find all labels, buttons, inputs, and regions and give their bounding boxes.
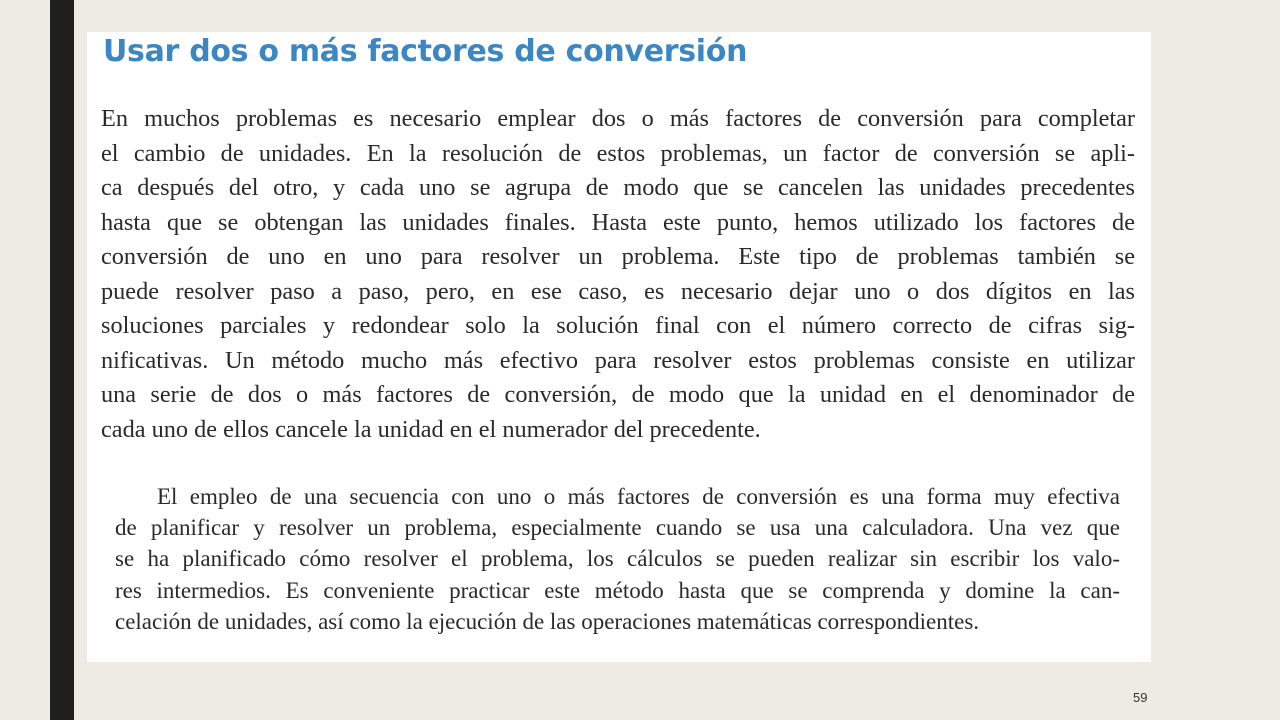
paragraph-2-line: se ha planificado cómo resolver el problema, los cálculos se pueden realizar sin escribir los valo- [115,546,1120,572]
paragraph-1-line: el cambio de unidades. En la resolución de estos problemas, un factor de conversión se apli- [101,139,1135,167]
paragraph-2 [115,481,1120,637]
paragraph-2-line: res intermedios. Es conveniente practicar este método hasta que se comprenda y domine la can- [115,577,1120,603]
section-heading: Usar dos o más factores de conversión [103,34,748,69]
paragraph-1-line: puede resolver paso a paso, pero, en ese caso, es necesario dejar uno o dos dígitos en las [101,277,1135,305]
paragraph-2-line: El empleo de una secuencia con uno o más factores de conversión es una forma muy efectiva [157,484,1120,509]
paragraph-1-line: hasta que se obtengan las unidades finales. Hasta este punto, hemos utilizado los factores de [101,208,1135,236]
page-number: 59 [1133,690,1148,705]
paragraph-1-line: conversión de uno en uno para resolver un problema. Este tipo de problemas también se [101,243,1135,270]
paragraph-1-line: En muchos problemas es necesario emplear dos o más factores de conversión para completar [101,105,1135,132]
paragraph-1-line: cada uno de ellos cancele la unidad en el numerador del precedente. [101,415,761,443]
left-accent-bar [50,0,74,720]
paragraph-1 [101,102,1135,447]
textbook-excerpt [87,32,1151,662]
paragraph-1-line: soluciones parciales y redondear solo la solución final con el número correcto de cifras sig- [101,312,1135,339]
paragraph-1-line: ca después del otro, y cada uno se agrupa de modo que se cancelen las unidades precedentes [101,174,1135,201]
paragraph-1-line: una serie de dos o más factores de conversión, de modo que la unidad en el denominador de [101,381,1135,408]
paragraph-2-line: de planificar y resolver un problema, especialmente cuando se usa una calculadora. Una vez que [115,515,1120,541]
paragraph-1-line: nificativas. Un método mucho más efectivo para resolver estos problemas consiste en utilizar [101,346,1135,374]
paragraph-2-line: celación de unidades, así como la ejecución de las operaciones matemáticas correspondientes. [115,608,980,634]
